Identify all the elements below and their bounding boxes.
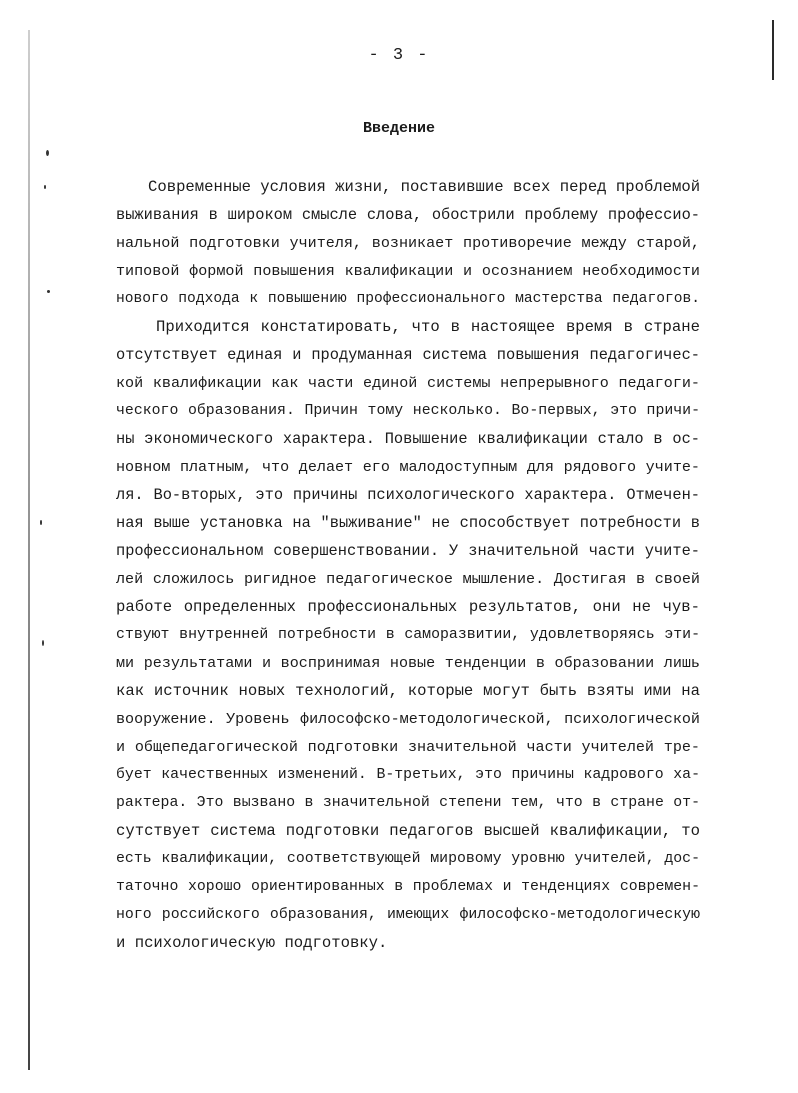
- text-line: выживания в широком смысле слова, обострили проблему профессио-: [116, 206, 700, 224]
- text-line: лей сложилось ригидное педагогическое мышление. Достигая в своей: [116, 570, 700, 588]
- text-line: как источник новых технологий, которые могут быть взяты ими на: [116, 682, 700, 700]
- text-line: бует качественных изменений. В-третьих, это причины кадрового ха-: [116, 767, 700, 783]
- scan-speck: [46, 150, 49, 156]
- text-line: Современные условия жизни, поставившие всех перед проблемой: [148, 178, 701, 196]
- text-line: Приходится констатировать, что в настоящее время в стране: [156, 318, 700, 336]
- text-line: типовой формой повышения квалификации и осознанием необходимости: [116, 262, 700, 280]
- scan-speck: [42, 640, 44, 646]
- scan-edge-left: [28, 30, 30, 1070]
- scan-speck: [47, 290, 50, 293]
- text-line: рактера. Это вызвано в значительной степени тем, что в стране от-: [116, 795, 700, 811]
- text-line: профессиональном совершенствовании. У значительной части учите-: [116, 542, 700, 560]
- text-line: ческого образования. Причин тому несколько. Во-первых, это причи-: [116, 403, 700, 419]
- section-heading: Введение: [362, 120, 435, 137]
- text-line: работе определенных профессиональных результатов, они не чув-: [116, 598, 700, 616]
- scan-speck: [44, 185, 46, 189]
- scan-speck: [40, 520, 42, 525]
- text-line: есть квалификации, соответствующей мировому уровню учителей, дос-: [116, 851, 700, 867]
- text-line: кой квалификации как части единой системы непрерывного педагоги-: [116, 374, 700, 392]
- text-line: сутствует система подготовки педагогов высшей квалификации, то: [116, 822, 700, 840]
- text-line: и психологическую подготовку.: [116, 934, 388, 952]
- text-line: ного российского образования, имеющих философско-методологическую: [116, 907, 700, 923]
- text-line: нового подхода к повышению профессионального мастерства педагогов.: [116, 291, 700, 307]
- text-line: новном платным, что делает его малодоступным для рядового учите-: [116, 458, 700, 476]
- text-line: ми результатами и воспринимая новые тенденции в образовании лишь: [116, 654, 700, 672]
- text-line: ля. Во-вторых, это причины психологического характера. Отмечен-: [116, 486, 700, 504]
- text-line: таточно хорошо ориентированных в проблемах и тенденциях современ-: [116, 879, 700, 895]
- text-line: ствуют внутренней потребности в саморазвитии, удовлетворяясь эти-: [116, 627, 700, 643]
- text-line: ны экономического характера. Повышение квалификации стало в ос-: [116, 430, 700, 448]
- text-line: отсутствует единая и продуманная система повышения педагогичес-: [116, 346, 700, 364]
- text-line: вооружение. Уровень философско-методологической, психологической: [116, 710, 700, 728]
- page-number: - 3 -: [368, 46, 430, 65]
- text-line: ная выше установка на "выживание" не способствует потребности в: [116, 514, 700, 532]
- text-line: нальной подготовки учителя, возникает противоречие между старой,: [116, 234, 700, 252]
- text-line: и общепедагогической подготовки значительной части учителей тре-: [116, 738, 700, 756]
